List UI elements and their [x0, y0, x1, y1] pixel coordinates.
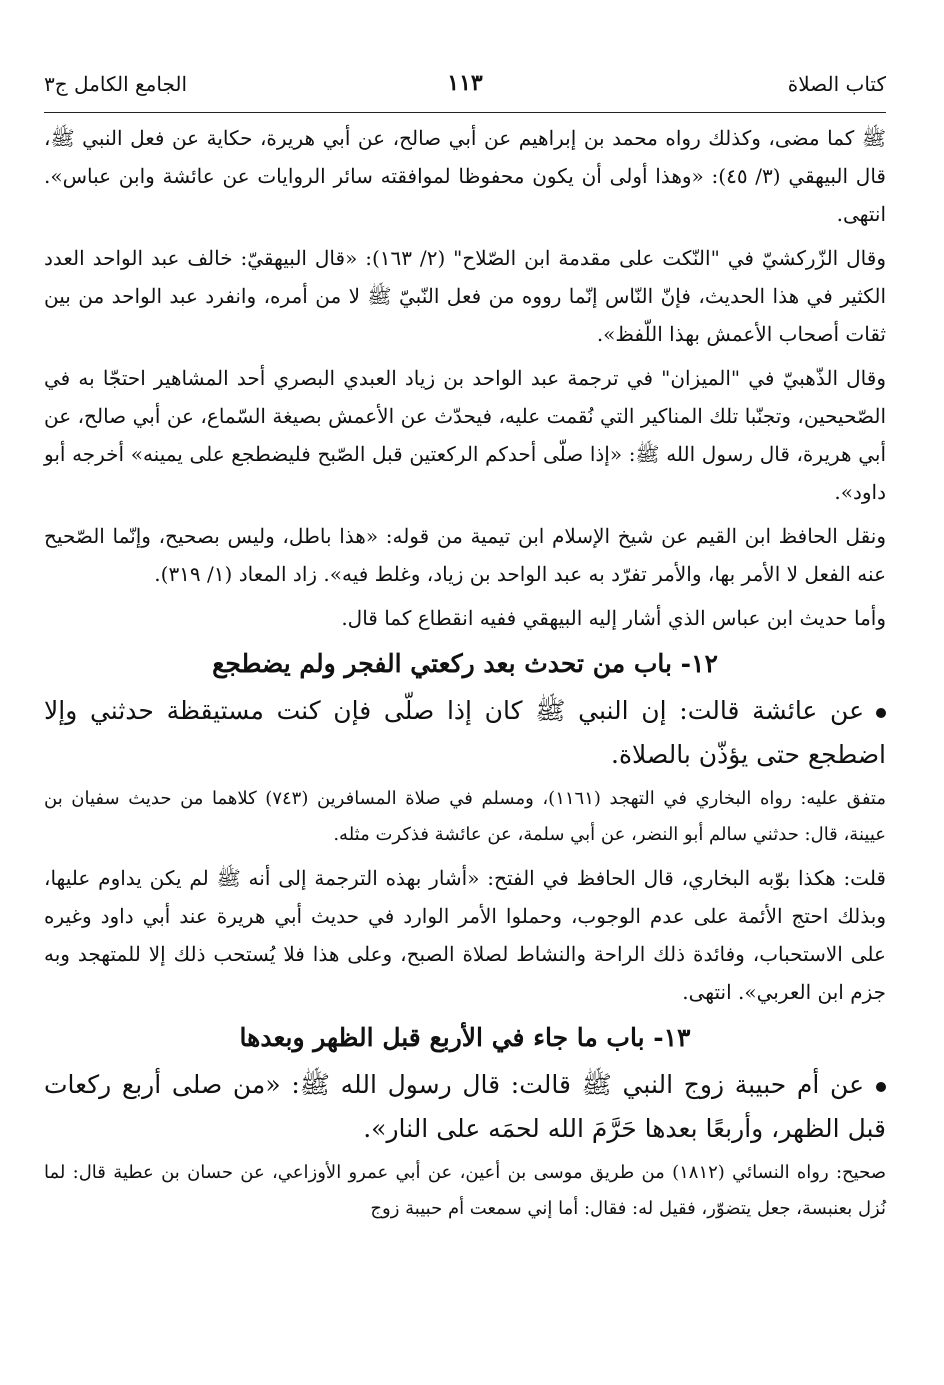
running-head-title: الجامع الكامل ج٣ [44, 72, 188, 96]
section-12-hadith [44, 689, 886, 777]
section-13-hadith [44, 1063, 886, 1151]
section-12-heading: ١٢- باب من تحدث بعد ركعتي الفجر ولم يضطجع [212, 649, 718, 678]
paragraph-1: ﷺ كما مضى، وكذلك رواه محمد بن إبراهيم عن أبي صالح، عن أبي هريرة، حكاية عن فعل النبي ﷺ، قال البيهقي (٣/ ٤٥): «وهذا أولى أن يكون محفوظا لموافقته سائر الروايات عن عائشة وابن عباس». انتهى. [44, 126, 886, 226]
section-13-heading: ١٣- باب ما جاء في الأربع قبل الظهر وبعدها [239, 1023, 691, 1052]
section-12-comment: قلت: هكذا بوّبه البخاري، قال الحافظ في الفتح: «أشار بهذه الترجمة إلى أنه ﷺ لم يكن يداوم عليها، وبذلك احتج الأئمة على عدم الوجوب، وحملوا الأمر الوارد في حديث أبي هريرة عند أبي داود وغيره على الاستحباب، وفائدة ذلك الراحة والنشاط لصلاة الصبح، وعلى هذا فلا يُستحب ذلك إلا للمتهجد وبه جزم ابن العربي». انتهى. [44, 866, 886, 1004]
paragraph-5: وأما حديث ابن عباس الذي أشار إليه البيهقي ففيه انقطاع كما قال. [341, 606, 886, 630]
section-13-takhrij: صحيح: رواه النسائي (١٨١٢) من طريق موسى بن أعين، عن أبي عمرو الأوزاعي، عن حسان بن عطية قال: لما نُزل بعنبسة، جعل يتضوّر، فقيل له: فقال: أما إني سمعت أم حبيبة زوج [44, 1162, 887, 1219]
page-header [44, 62, 886, 106]
paragraph-2: وقال الزّركشيّ في "النّكت على مقدمة ابن الصّلاح" (٢/ ١٦٣): «قال البيهقيّ: خالف عبد الواحد العدد الكثير في هذا الحديث، فإنّ النّاس إنّما رووه من فعل النّبيّ ﷺ لا من أمره، وانفرد عبد الواحد من بين ثقات أصحاب الأعمش بهذا اللّفظ». [44, 246, 886, 346]
section-12-hadith-text: عن عائشة قالت: إن النبي ﷺ كان إذا صلّى فإن كنت مستيقظة حدثني وإلا اضطجع حتى يؤذّن بالصلاة. [44, 696, 886, 769]
paragraph-4: ونقل الحافظ ابن القيم عن شيخ الإسلام ابن تيمية من قوله: «هذا باطل، وليس بصحيح، وإنّما الصّحيح عنه الفعل لا الأمر بها، والأمر تفرّد به عبد الواحد بن زياد، وغلط فيه». زاد المعاد (١/ ٣١٩). [44, 524, 886, 586]
bullet-icon [876, 708, 886, 718]
bullet-icon [876, 1082, 886, 1092]
section-12-takhrij: متفق عليه: رواه البخاري في التهجد (١١٦١)، ومسلم في صلاة المسافرين (٧٤٣) كلاهما من حديث سفيان بن عيينة، قال: حدثني سالم أبو النضر، عن أبي سلمة، عن عائشة فذكرت مثله. [44, 788, 886, 845]
header-rule [44, 112, 886, 113]
paragraph-3: وقال الذّهبيّ في "الميزان" في ترجمة عبد الواحد بن زياد العبدي البصري أحد المشاهير احتجّا به في الصّحيحين، وتجنّبا تلك المناكير التي نُقمت عليه، فيحدّث عن الأعمش بصيغة السّماع، عن أبي صالح، عن أبي هريرة، قال رسول الله ﷺ: «إذا صلّى أحدكم الركعتين قبل الصّبح فليضطجع على يمينه» أخرجه أبو داود». [44, 366, 886, 504]
page-number: ١١٣ [447, 70, 483, 96]
section-13-hadith-text: عن أم حبيبة زوج النبي ﷺ قالت: قال رسول الله ﷺ: «من صلى أربع ركعات قبل الظهر، وأربعًا بعدها حَرَّمَ الله لحمَه على النار». [44, 1070, 886, 1143]
book-page [44, 62, 886, 1385]
running-head-chapter: كتاب الصلاة [787, 72, 886, 96]
